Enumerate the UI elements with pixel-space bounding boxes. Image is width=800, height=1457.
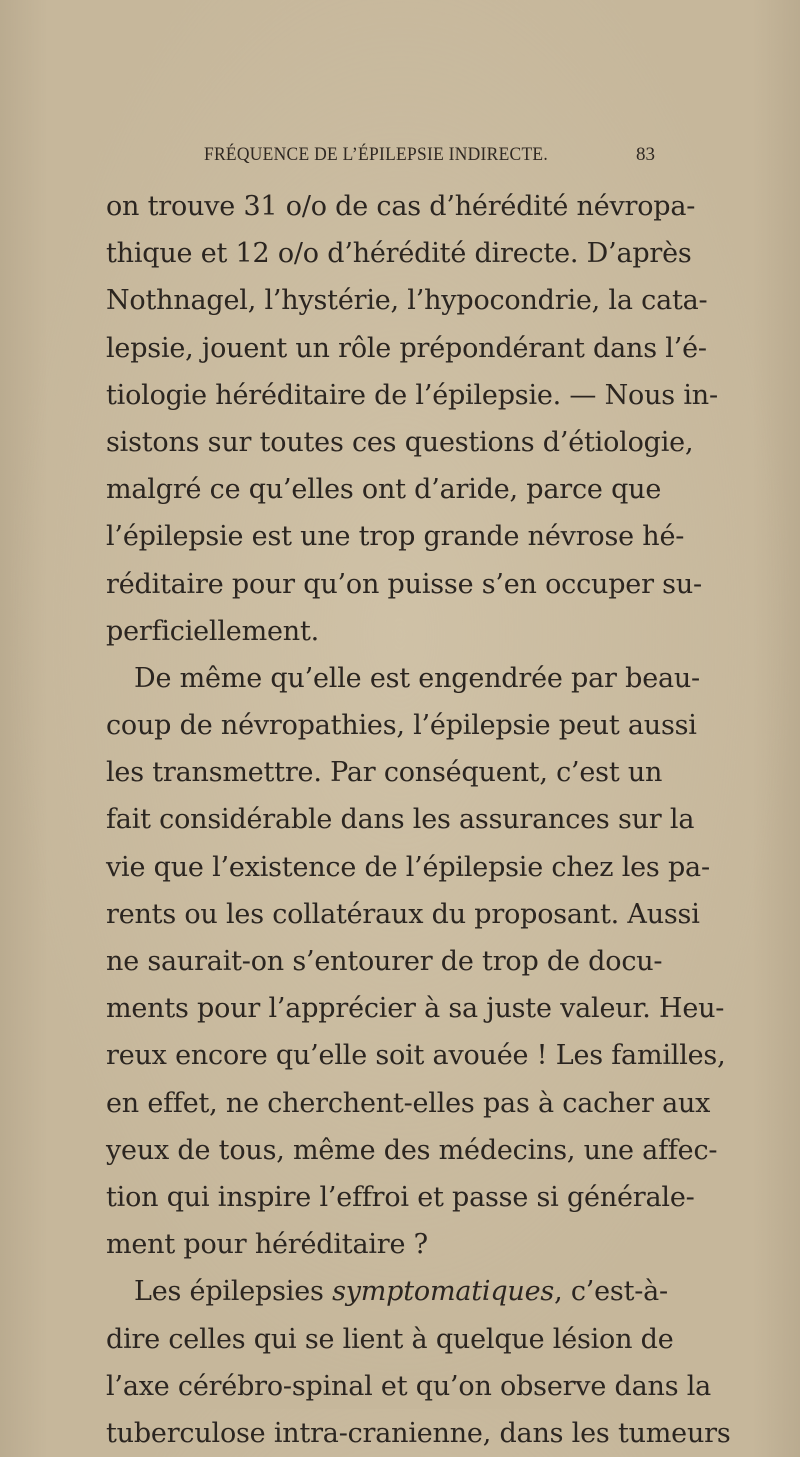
text-line: les transmettre. Par conséquent, c’est un [106,757,663,789]
body-text [106,183,731,1457]
text-line: on trouve 31 o/o de cas d’hérédité névropa- [106,191,696,222]
text-line: tuberculose intra-cranienne, dans les tumeurs [106,1417,731,1449]
running-title: FRÉQUENCE DE L’ÉPILEPSIE INDIRECTE. [204,144,549,165]
text-line: l’épilepsie est une trop grande névrose hé- [106,521,685,553]
text-line: vie que l’existence de l’épilepsie chez les pa- [106,851,710,883]
text-line: coup de névropathies, l’épilepsie peut aussi [106,710,697,742]
text-line: tiologie héréditaire de l’épilepsie. — Nous in- [106,379,718,411]
text-line: réditaire pour qu’on puisse s’en occuper su- [106,568,702,600]
text-line: malgré ce qu’elles ont d’aride, parce que [106,474,662,506]
text-line [106,1268,668,1315]
text-segment: , c’est-à- [554,1276,668,1308]
text-line: De même qu’elle est engendrée par beau- [134,662,700,694]
text-line: l’axe cérébro-spinal et qu’on observe dans la [106,1370,712,1402]
text-line: ne saurait-on s’entourer de trop de docu- [106,946,663,977]
text-line: reux encore qu’elle soit avouée ! Les familles, [106,1040,726,1072]
text-line: ment pour héréditaire ? [106,1229,428,1261]
text-line: ments pour l’apprécier à sa juste valeur. Heu- [106,993,725,1025]
text-line: lepsie, jouent un rôle prépondérant dans l’é- [106,332,707,364]
text-line: thique et 12 o/o d’hérédité directe. D’après [106,238,692,270]
text-line: en effet, ne cherchent-elles pas à cacher aux [106,1087,711,1119]
page-number: 83 [636,144,655,165]
text-line: sistons sur toutes ces questions d’étiologie, [106,426,694,458]
text-line: Nothnagel, l’hystérie, l’hypocondrie, la cata- [106,285,708,317]
text-line: rents ou les collatéraux du proposant. Aussi [106,898,700,930]
running-header [200,144,655,172]
italic-term: symptomatiques [332,1276,555,1308]
text-line: fait considérable dans les assurances sur la [106,804,695,836]
text-line: yeux de tous, même des médecins, une affec- [106,1134,718,1166]
text-line: dire celles qui se lient à quelque lésion de [106,1323,674,1355]
text-segment: Les épilepsies [134,1276,324,1308]
text-line: perficiellement. [106,615,319,647]
text-line: tion qui inspire l’effroi et passe si générale- [106,1181,695,1213]
